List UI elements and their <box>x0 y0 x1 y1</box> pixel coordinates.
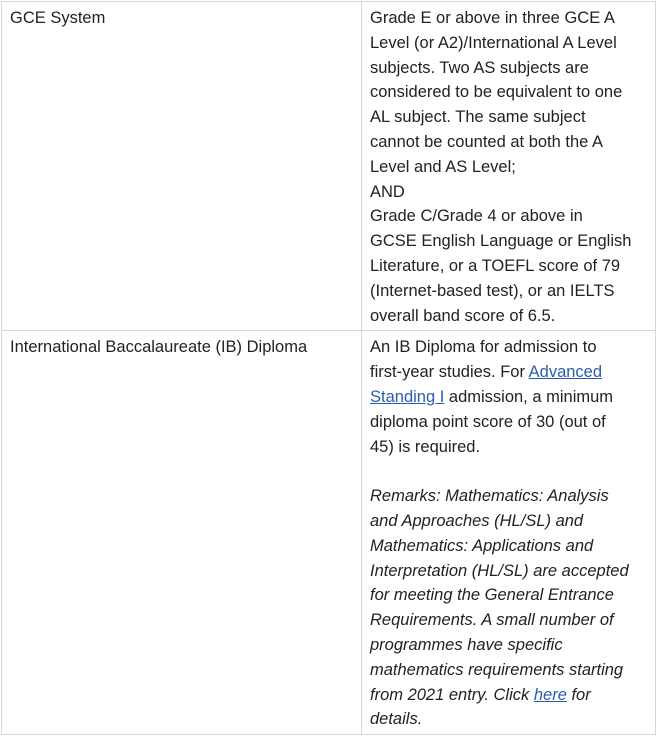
remarks-line: Requirements. A small number of <box>370 611 614 630</box>
qualification-cell <box>2 2 362 331</box>
remarks-text: for <box>566 685 591 704</box>
requirement-line: Grade E or above in three GCE A <box>370 9 615 27</box>
here-link[interactable]: here <box>533 685 567 704</box>
requirement-line: Grade C/Grade 4 or above in <box>370 207 583 226</box>
qualification-name: International Baccalaureate (IB) Diploma <box>10 338 308 357</box>
requirement-line: Level and AS Level; <box>370 157 516 176</box>
requirement-line: Level (or A2)/International A Level <box>370 33 617 52</box>
requirement-line: 45) is required. <box>370 437 481 456</box>
remarks-line: programmes have specific <box>370 635 563 654</box>
requirement-line: GCSE English Language or English <box>370 232 632 251</box>
requirement-line: AL subject. The same subject <box>370 108 586 127</box>
remarks-line <box>370 683 645 708</box>
remarks-text: from 2021 entry. Click <box>370 685 534 704</box>
table-row-ib <box>2 331 656 735</box>
remarks-line: Mathematics: Applications and <box>370 536 594 555</box>
requirement-cell <box>362 331 656 735</box>
advanced-standing-link[interactable]: Advanced <box>528 363 603 382</box>
requirement-text: first-year studies. For <box>370 363 529 382</box>
remarks-line: for meeting the General Entrance <box>370 586 614 605</box>
requirement-cell <box>362 2 656 331</box>
remarks-line: Interpretation (HL/SL) are accepted <box>370 561 629 580</box>
table-row-gce <box>2 2 656 331</box>
remarks-line: details. <box>370 710 423 729</box>
requirement-line: AND <box>370 182 405 201</box>
paragraph-gap <box>370 459 645 484</box>
requirement-line: overall band score of 6.5. <box>370 306 556 325</box>
requirement-line: considered to be equivalent to one <box>370 83 623 102</box>
requirement-line: subjects. Two AS subjects are <box>370 58 589 77</box>
advanced-standing-link[interactable]: Standing I <box>370 387 445 406</box>
requirement-line: (Internet-based test), or an IELTS <box>370 281 615 300</box>
requirement-line: An IB Diploma for admission to <box>370 338 597 357</box>
requirement-line <box>370 385 645 410</box>
requirement-line: diploma point score of 30 (out of <box>370 412 606 431</box>
requirement-text: admission, a minimum <box>444 387 614 406</box>
requirement-line: Literature, or a TOEFL score of 79 <box>370 256 621 275</box>
requirement-line: cannot be counted at both the A <box>370 132 604 151</box>
remarks-line: and Approaches (HL/SL) and <box>370 511 584 530</box>
remarks-line: Remarks: Mathematics: Analysis <box>370 487 609 506</box>
qualification-cell <box>2 331 362 735</box>
requirements-table <box>1 1 656 735</box>
requirement-line <box>370 360 645 385</box>
qualification-name: GCE System <box>10 9 106 27</box>
remarks-line: mathematics requirements starting <box>370 660 624 679</box>
